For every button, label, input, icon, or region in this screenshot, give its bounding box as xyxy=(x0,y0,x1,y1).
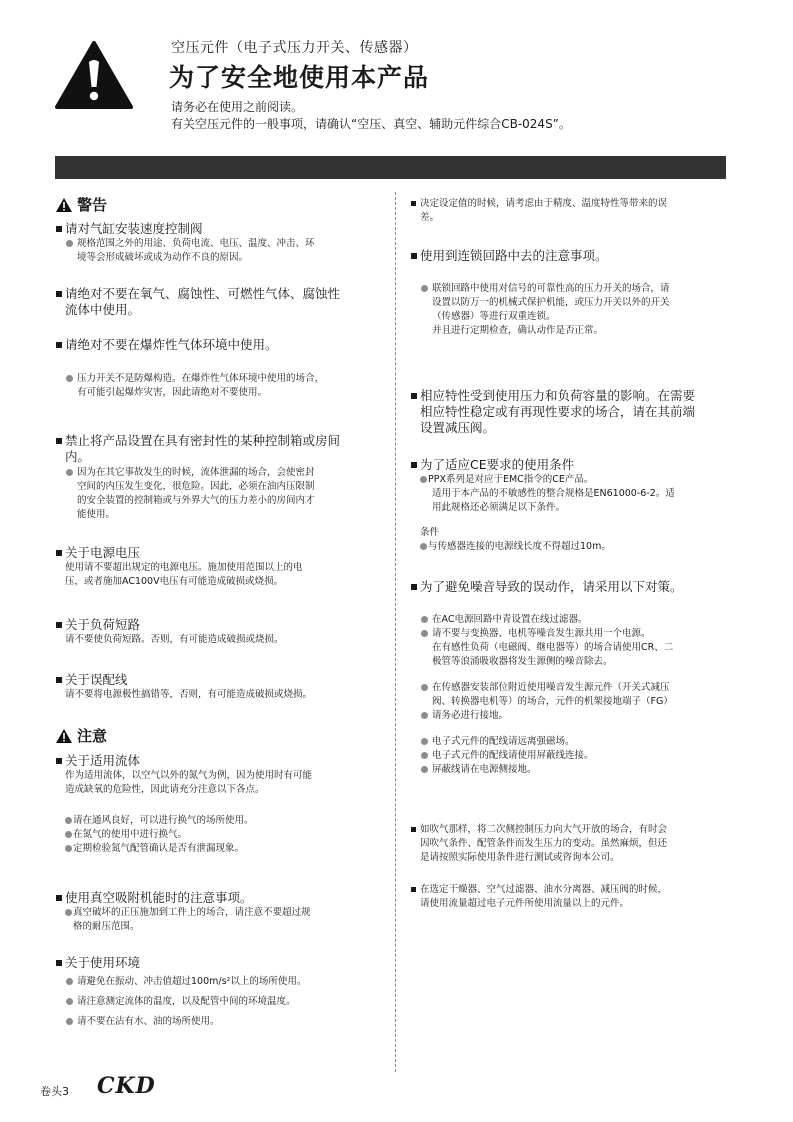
right-item-7 xyxy=(410,883,667,911)
item-body: 造成缺氧的危险性，因此请充分注意以下各点。 xyxy=(65,784,265,795)
item-heading: 相应特性受到使用压力和负荷容量的影响。在需要 xyxy=(410,388,695,404)
bullet-line: 请不要在沾有水、油的场所使用。 xyxy=(55,1015,306,1029)
bullet-continuation: 境等会形成破坏或成为动作不良的原因。 xyxy=(77,252,249,263)
item-heading: 请对气缸安装速度控制阀 xyxy=(55,221,315,237)
item-heading: 使用真空吸附机能时的注意事项。 xyxy=(55,890,311,906)
ckd-logo: CKD xyxy=(97,1073,156,1099)
warning-triangle-icon xyxy=(55,40,133,110)
right-item-4 xyxy=(410,457,675,554)
bullet-continuation: 用此规格还必须满足以下条件。 xyxy=(432,502,566,513)
item-body: 使用请不要超出规定的电源电压。施加使用范围以上的电 xyxy=(65,562,303,573)
bullet-continuation: 格的耐压范围。 xyxy=(73,921,140,932)
item-heading: 关于误配线 xyxy=(55,672,312,688)
right-item-6 xyxy=(410,823,667,865)
bullet-continuation: 阀、转换器电机等）的场合，元件的机架接地端子（FG） xyxy=(432,696,673,707)
bullet-line: 请避免在振动、冲击值超过100m/s²以上的场所使用。 xyxy=(55,975,306,989)
item-body: 作为适用流体，以空气以外的氮气为例，因为使用时有可能 xyxy=(65,770,313,781)
caution-item-2 xyxy=(55,890,311,934)
bullet-continuation: 设置以防万一的机械式保护机能，或压力开关以外的开关 xyxy=(432,297,670,308)
right-item-3 xyxy=(410,388,695,436)
right-item-5-body xyxy=(410,613,673,777)
bullet-line: 在传感器安装部位附近使用噪音发生源元件（开关式减压 xyxy=(410,681,673,695)
item-heading: 关于适用流体 xyxy=(55,753,312,769)
warning-label: 警告 xyxy=(77,196,108,214)
bullet-continuation: 空间的内压发生变化，很危险。因此，必须在油内压限制 xyxy=(77,481,315,492)
right-item-1 xyxy=(410,197,667,225)
column-divider xyxy=(395,192,396,1072)
item-heading-continuation: 流体中使用。 xyxy=(65,302,141,317)
bullet-line: 与传感器连接的电源线长度不得超过10m。 xyxy=(410,540,675,554)
item-heading-continuation: 相应特性稳定或有再现性要求的场合，请在其前端 xyxy=(420,404,696,419)
item-heading-continuation: 内。 xyxy=(65,449,91,464)
item-body: 请不要将电源极性搞错等，否则，有可能造成破损或烧损。 xyxy=(65,689,313,700)
warning-icon xyxy=(55,197,73,213)
item-heading: 为了避免噪音导致的误动作，请采用以下对策。 xyxy=(410,579,683,595)
bullet-line: 真空破坏的正压施加到工件上的场合，请注意不要超过规 xyxy=(55,906,311,920)
caution-icon xyxy=(55,728,73,744)
bullet-line: 定期检验氮气配管确认是否有泄漏现象。 xyxy=(55,842,254,856)
caution-label: 注意 xyxy=(77,727,108,745)
caution-item-1-bullets xyxy=(55,814,254,856)
warning-section-heading xyxy=(55,194,107,215)
bullet-line: 电子式元件的配线请远离强磁场。 xyxy=(410,735,673,749)
warning-item-5 xyxy=(55,545,303,589)
item-line-continuation: 差。 xyxy=(420,212,440,223)
caution-section-heading xyxy=(55,725,107,746)
caution-item-1 xyxy=(55,753,312,797)
item-line: 决定设定值的时候，请考虑由于精度、温度特性等带来的误 xyxy=(410,197,667,211)
right-item-2 xyxy=(410,248,608,264)
item-heading: 关于使用环境 xyxy=(55,955,306,971)
item-heading: 禁止将产品设置在具有密封性的某种控制箱或房间 xyxy=(55,433,340,449)
bullet-line: 请注意测定流体的温度，以及配管中间的环境温度。 xyxy=(55,995,306,1009)
bullet-line: 请不要与变换器、电机等噪音发生源共用一个电源。 xyxy=(410,627,673,641)
item-heading: 关于负荷短路 xyxy=(55,617,284,633)
item-heading-continuation: 设置减压阀。 xyxy=(420,420,496,435)
bullet-line: 在AC电源回路中青设置在线过滤器。 xyxy=(410,613,673,627)
warning-item-2 xyxy=(55,286,340,318)
intro-line-2: 有关空压元件的一般事项，请确认“空压、真空、辅助元件综合CB-024S”。 xyxy=(171,117,571,131)
bullet-continuation: 极管等浪涌吸收器将发生源侧的噪音除去。 xyxy=(432,656,613,667)
bullet-continuation: 能使用。 xyxy=(77,509,116,520)
bullet-continuation: 在有感性负荷（电磁阀、继电器等）的场合请使用CR、二 xyxy=(432,642,674,653)
right-item-5 xyxy=(410,579,683,595)
item-body: 压，或者施加AC100V电压有可能造成破损或烧损。 xyxy=(65,576,284,587)
caution-item-3 xyxy=(55,955,306,1029)
bullet-line: PPX系列是对应于EMC指令的CE产品。 xyxy=(410,473,675,487)
header-dark-bar xyxy=(55,156,726,179)
item-line-continuation: 请使用流量超过电子元件所使用流量以上的元件。 xyxy=(420,898,630,909)
bullet-line: 压力开关不是防爆构造。在爆炸性气体环境中使用的场合， xyxy=(55,372,324,386)
bullet-continuation: 有可能引起爆炸灾害，因此请绝对不要使用。 xyxy=(77,387,268,398)
bullet-line: 在氮气的使用中进行换气。 xyxy=(55,828,254,842)
bullet-continuation: 并且进行定期检查，确认动作是否正常。 xyxy=(432,325,604,336)
bullet-continuation: 适用于本产品的不敏感性的整合规格是EN61000-6-2。适 xyxy=(432,488,675,499)
bullet-continuation: （传感器）等进行双重连锁。 xyxy=(432,311,556,322)
item-line: 如吹气那样，将二次侧控制压力向大气开放的场合，有时会 xyxy=(410,823,667,837)
page-number: 卷头3 xyxy=(40,1085,69,1098)
warning-item-3 xyxy=(55,337,278,353)
bullet-line: 屏蔽线请在电源侧接地。 xyxy=(410,763,673,777)
warning-item-7 xyxy=(55,672,312,702)
bullet-continuation: 的安全装置的控制箱或与外界大气的压力差小的房间内才 xyxy=(77,495,315,506)
warning-item-4 xyxy=(55,433,340,522)
item-heading: 请绝对不要在爆炸性气体环境中使用。 xyxy=(55,337,278,353)
item-heading: 请绝对不要在氧气、腐蚀性、可燃性气体、腐蚀性 xyxy=(55,286,340,302)
item-line-continuation: 是请按照实际使用条件进行测试或咨询本公司。 xyxy=(420,852,620,863)
item-line-continuation: 因吹气条件、配管条件而发生压力的变动。虽然麻烦，但还 xyxy=(420,838,668,849)
page-title: 为了安全地使用本产品 xyxy=(169,63,430,92)
item-line: 在选定干燥器、空气过滤器、油水分离器、减压阀的时候， xyxy=(410,883,667,897)
warning-item-6 xyxy=(55,617,284,647)
bullet-line: 规格范围之外的用途、负荷电流、电压、温度、冲击、环 xyxy=(55,237,315,251)
bullet-line: 请在通风良好，可以进行换气的场所使用。 xyxy=(55,814,254,828)
bullet-line: 电子式元件的配线请使用屏蔽线连接。 xyxy=(410,749,673,763)
warning-item-3-body xyxy=(55,372,324,400)
bullet-line: 因为在其它事故发生的时候，流体泄漏的场合，会使密封 xyxy=(55,466,340,480)
bullet-line: 请务必进行接地。 xyxy=(410,709,673,723)
page-subtitle: 空压元件（电子式压力开关、传感器） xyxy=(171,40,418,56)
item-body: 请不要使负荷短路。否则，有可能造成破损或烧损。 xyxy=(65,634,284,645)
item-heading: 为了适应CE要求的使用条件 xyxy=(410,457,675,473)
bullet-line: 联锁回路中使用对信号的可靠性高的压力开关的场合，请 xyxy=(410,282,670,296)
item-heading: 关于电源电压 xyxy=(55,545,303,561)
warning-item-1 xyxy=(55,221,315,265)
right-item-2-body xyxy=(410,282,670,338)
intro-line-1: 请务必在使用之前阅读。 xyxy=(171,100,304,114)
item-heading: 使用到连锁回路中去的注意事项。 xyxy=(410,248,608,264)
condition-label: 条件 xyxy=(420,527,440,538)
